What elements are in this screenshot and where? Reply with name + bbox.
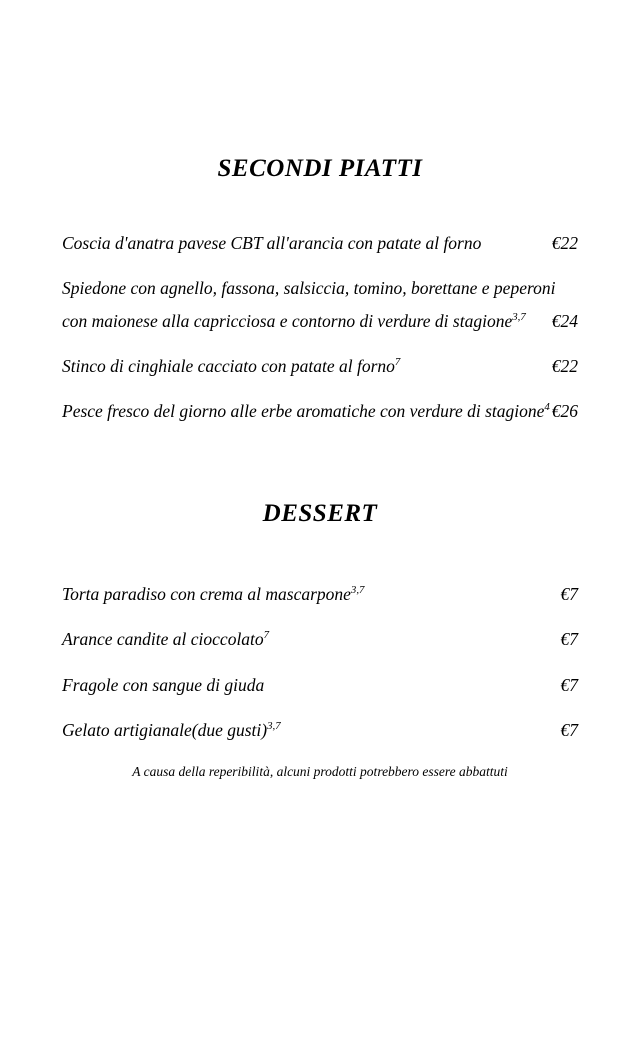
menu-item-name: Coscia d'anatra pavese CBT all'arancia con patate al forno [62,233,482,253]
menu-item-allergens: 3,7 [350,584,365,597]
menu-footnote: A causa della reperibilità, alcuni prodotti potrebbero essere abbattuti [132,764,508,780]
menu-item-allergens: 4 [544,401,550,414]
menu-item [62,395,578,427]
menu-item-price: €7 [560,719,578,740]
secondi-piatti-item-list [62,227,578,428]
menu-item-name: Stinco di cinghiale cacciato con patate al forno$^7$ [62,356,401,377]
menu-item-price: €7 [560,674,578,695]
menu-item-name: Pesce fresco del giorno alle erbe aromatiche con verdure di stagione$^4$ [62,401,550,422]
dessert-item-list [62,578,578,747]
menu-item-allergens: 3,7 [512,310,526,323]
menu-item-name: Fragole con sangue di giuda [62,674,265,695]
menu-item-allergens: 3,7 [267,720,281,733]
menu-item-allergens: 7 [394,356,401,369]
menu-item [62,272,578,337]
section-title-secondi-piatti: SECONDI PIATTI [217,155,423,182]
menu-item [62,623,578,655]
menu-item-name: Torta paradiso con crema al mascarpone$^{3,7}$ [62,583,365,604]
menu-item-price: €7 [560,629,578,650]
menu-item-price: €22 [551,233,578,253]
menu-item-name: Spiedone con agnello, fassona, salsiccia, tomino, borettane e peperoni con maionese alla capricciosa e contorno di verdure di stagione$^{3,7}$ [62,278,556,331]
menu-item [62,669,578,701]
section-title-dessert: DESSERT [262,499,378,527]
menu-item-allergens: 7 [263,629,270,642]
menu-item-name: Arance candite al cioccolato$^7$ [62,629,270,650]
menu-item-price: €26 [551,401,578,422]
menu-item-price: €22 [551,356,578,377]
menu-item [62,350,578,382]
menu-item [62,227,578,259]
menu-item-name: Gelato artigianale(due gusti)$^{3,7}$ [62,719,281,740]
menu-item-price: €7 [560,583,578,604]
menu-item [62,714,578,746]
menu-item [62,578,578,610]
menu-page [0,155,640,1060]
menu-item-price: €24 [551,310,578,331]
